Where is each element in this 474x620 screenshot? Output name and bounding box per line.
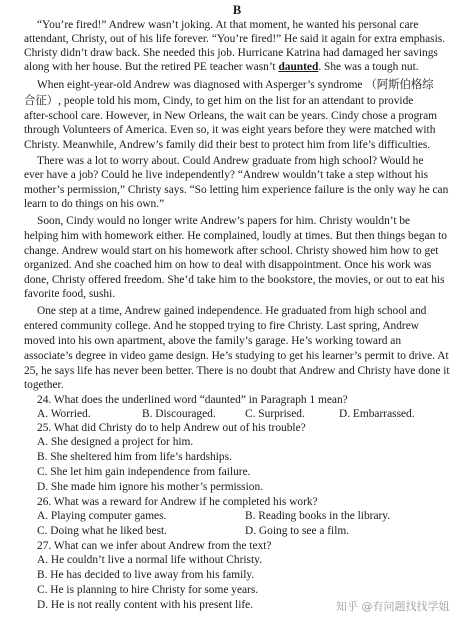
answer-option: D. Going to see a film. [245,525,350,537]
answer-option: B. He has decided to live away from his family. [37,569,255,581]
answer-option: B. Reading books in the library. [245,510,391,522]
answer-option: D. Embarrassed. [339,408,415,420]
answer-option: A. Worried. [37,408,91,420]
passage-line: Christy. Meanwhile, Andrew’s family did their best to protect him from life’s difficulties. [24,139,431,151]
section-label: B [232,3,242,17]
answer-option: B. She sheltered him from life’s hardships. [37,451,232,463]
passage-line: ever have a job? Could he live independently? “Andrew wouldn’t take a step without his [24,169,429,181]
passage-line: entered community college. And he stopped trying to fire Christy. Last spring, Andrew [24,320,420,332]
passage-line: through Volunteers of America. Even so, it was eight years before they were matched with [24,124,436,136]
passage-line: There was a lot to worry about. Could Andrew graduate from high school? Would he [37,155,424,167]
answer-option: A. She designed a project for him. [37,436,194,448]
question-stem: 27. What can we infer about Andrew from the text? [37,540,272,552]
answer-option: C. Surprised. [245,408,305,420]
passage-line: done, Christy offered freedom. She’d take him to the bookstore, the movies, or out to eat his [24,274,445,286]
answer-option: D. She made him ignore his mother’s permission. [37,481,263,493]
underlined-word: daunted [278,61,319,73]
question-stem: 25. What did Christy do to help Andrew out of his trouble? [37,422,306,434]
question-stem: 26. What was a reward for Andrew if he completed his work? [37,496,318,508]
answer-option: D. He is not really content with his present life. [37,599,254,611]
passage-line: together. [24,379,64,391]
answer-option: C. Doing what he liked best. [37,525,168,537]
watermark: 知乎 @有问题找找学姐 [336,600,450,613]
answer-option: B. Discouraged. [142,408,216,420]
answer-option: A. Playing computer games. [37,510,167,522]
passage-line: learn to do things on his own.” [24,198,165,210]
question-stem: 24. What does the underlined word “daunted” in Paragraph 1 mean? [37,394,348,406]
passage-line: moved into his own apartment, above the family’s garage. He’s working toward an [24,335,402,347]
answer-option: A. He couldn’t live a normal life without Christy. [37,554,262,566]
passage-line: change. Andrew would start on his homework after school. Christy showed him how to get [24,245,439,257]
answer-option: C. She let him gain independence from failure. [37,466,251,478]
passage-line: One step at a time, Andrew gained independence. He graduated from high school and [37,305,427,317]
passage-line: associate’s degree in video game design. He’s studying to get his learner’s permit to drive. At [24,350,449,362]
passage-line: 合征）, people told his mom, Cindy, to get him on the list for an attendant to provide [24,95,414,107]
passage-line: organized. And she coached him on how to deal with disappointment. Once his work was [24,259,432,271]
passage-line [24,60,419,74]
passage-line: attendant, Christy, out of his life forever. “You’re fired!” He said it again for extra emphasis. [24,33,446,45]
passage-text: . She was a tough nut. [318,61,419,73]
passage-line: after-school care. However, in New Orleans, the wait can be years. Cindy chose a program [24,110,438,122]
passage-line: Christy didn’t draw back. She needed this job. Hurricane Katrina had damaged her savings [24,47,438,59]
passage-line: mother’s permission,” Christy says. “So letting him experience failure is the only way he can [24,184,449,196]
passage-line: favorite food, sushi. [24,288,116,300]
passage-line: helping him with homework either. He complained, loudly at times. But then things began to [24,230,447,242]
passage-line: “You’re fired!” Andrew wasn’t joking. At that moment, he wanted his personal care [37,19,419,31]
passage-text: along with her house. But the retired PE teacher wasn’t [24,61,279,73]
passage-line: 25, he says life has never been better. There is no doubt that Andrew and Christy have done it [24,365,450,377]
passage-line: Soon, Cindy would no longer write Andrew’s papers for him. Christy wouldn’t be [37,215,411,227]
passage-line: When eight-year-old Andrew was diagnosed with Asperger’s syndrome （阿斯伯格综 [37,79,434,91]
answer-option: C. He is planning to hire Christy for some years. [37,584,259,596]
